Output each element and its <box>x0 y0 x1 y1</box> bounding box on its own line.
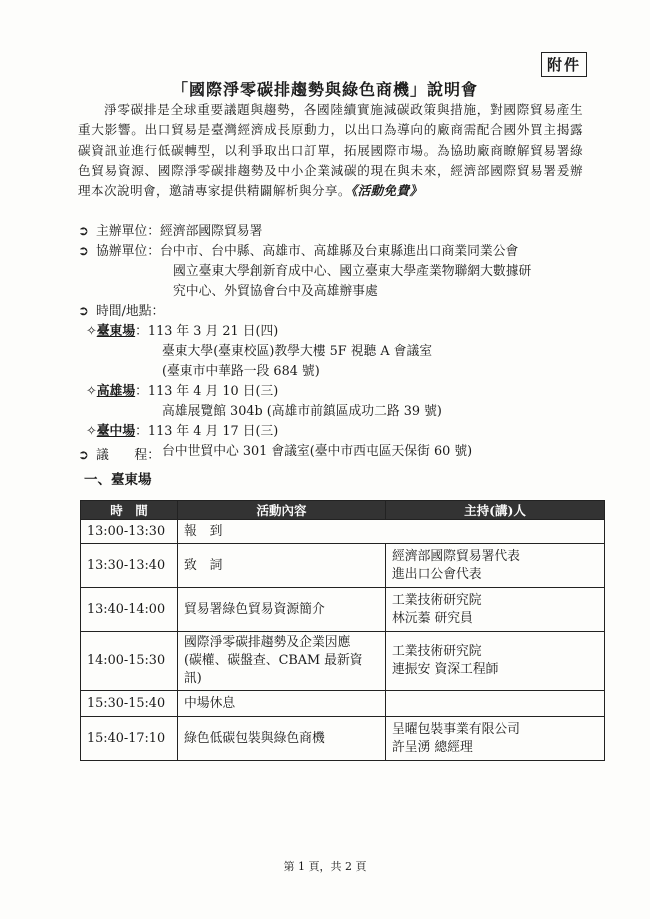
venue-address: 台中世貿中心 301 會議室(臺中市西屯區天保街 60 號) <box>162 444 473 459</box>
speaker-line: 呈曜包裝事業有限公司 <box>392 721 520 737</box>
time-cell: 14:00-15:30 <box>81 632 178 691</box>
time-cell: 13:30-13:40 <box>81 544 178 588</box>
venue-sep: ： <box>135 424 148 439</box>
star-bullet-icon: ✧ <box>86 324 97 339</box>
intro-text: 淨零碳排是全球重要議題與趨勢，各國陸續實施減碳政策與措施，對國際貿易產生重大影響。出口貿易是臺灣經濟成長原動力，以出口為導向的廠商需配合國外買主揭露碳資訊並進行低碳轉型，以利爭取出口訂單，拓展國際市場。為協助廠商瞭解貿易署綠色貿易資源、國際淨零碳排趨勢及中小企業減碳的現在與未來，經濟部國際貿易署爰辦理本次說明會，邀請專家提供精闢解析與分享。 <box>78 102 583 199</box>
speaker-cell <box>386 544 605 588</box>
table-row <box>81 691 605 717</box>
venue-name: 臺東場 <box>96 324 136 339</box>
organizer-label: 主辦單位： <box>96 224 160 239</box>
speaker-cell <box>386 717 605 761</box>
header-speaker: 主持(講)人 <box>386 501 605 520</box>
speaker-line: 經濟部國際貿易署代表 <box>392 548 520 564</box>
star-bullet-icon: ✧ <box>86 424 97 439</box>
star-bullet-icon: ✧ <box>86 384 97 399</box>
content-cell: 報 到 <box>178 520 605 544</box>
speaker-line: 工業技術研究院 <box>392 592 482 608</box>
speaker-cell <box>386 588 605 632</box>
time-cell: 15:40-17:10 <box>81 717 178 761</box>
agenda-row <box>78 446 160 466</box>
document-title: 「國際淨零碳排趨勢與綠色商機」說明會 <box>171 80 478 99</box>
arrow-bullet-icon: ➲ <box>78 224 89 239</box>
table-row <box>81 717 605 761</box>
content-cell: 中場休息 <box>178 691 386 717</box>
header-content: 活動內容 <box>178 501 386 520</box>
content-cell: 致 詞 <box>178 544 386 588</box>
arrow-bullet-icon: ➲ <box>78 304 89 319</box>
co-organizer-label: 協辦單位： <box>96 244 160 259</box>
venue-taichung <box>86 422 278 442</box>
attachment-badge: 附件 <box>541 52 587 77</box>
co-organizer-line: 國立臺東大學創新育成中心、國立臺東大學產業物聯網大數據研 <box>173 264 532 279</box>
intro-paragraph <box>78 100 583 201</box>
venue-date: 113 年 3 月 21 日(四) <box>147 324 279 339</box>
venue-address: 臺東大學(臺東校區)教學大樓 5F 視聽 A 會議室 <box>162 344 433 359</box>
arrow-bullet-icon: ➲ <box>78 244 89 259</box>
content-line: 國際淨零碳排趨勢及企業因應 <box>184 635 351 650</box>
venue-kaohsiung <box>86 382 278 402</box>
speaker-cell <box>386 632 605 691</box>
header-time: 時 間 <box>81 501 178 520</box>
organizer-row <box>78 222 262 242</box>
content-cell: 貿易署綠色貿易資源簡介 <box>178 588 386 632</box>
speaker-line: 工業技術研究院 <box>392 644 482 659</box>
table-row <box>81 632 605 691</box>
speaker-line: 林沅蓁 研究員 <box>392 610 473 626</box>
content-line: (碳權、碳盤查、CBAM 最新資訊) <box>184 653 363 686</box>
table-row <box>81 544 605 588</box>
speaker-line: 進出口公會代表 <box>392 566 482 582</box>
arrow-bullet-icon: ➲ <box>78 448 89 463</box>
page-footer: 第 1 頁，共 2 頁 <box>283 860 367 873</box>
content-cell <box>178 632 386 691</box>
time-cell: 15:30-15:40 <box>81 691 178 717</box>
co-organizer-line: 台中市、台中縣、高雄市、高雄縣及台東縣進出口商業同業公會 <box>159 244 519 259</box>
co-organizer-line: 究中心、外貿協會台中及高雄辦事處 <box>173 284 378 299</box>
time-cell: 13:40-14:00 <box>81 588 178 632</box>
venue-sep: ： <box>135 324 148 339</box>
table-header-row <box>81 501 605 520</box>
section-title: 一、臺東場 <box>84 472 152 488</box>
speaker-line: 許呈湧 總經理 <box>392 739 473 755</box>
time-place-row <box>78 302 164 322</box>
venue-address: (臺東市中華路一段 684 號) <box>162 364 320 379</box>
table-row <box>81 520 605 544</box>
table-row <box>81 588 605 632</box>
time-cell: 13:00-13:30 <box>81 520 178 544</box>
content-cell: 綠色低碳包裝與綠色商機 <box>178 717 386 761</box>
venue-date: 113 年 4 月 10 日(三) <box>147 384 279 399</box>
venue-taitung <box>86 322 278 342</box>
speaker-line: 連振安 資深工程師 <box>392 662 499 677</box>
time-place-label: 時間/地點： <box>96 304 165 319</box>
speaker-cell <box>386 691 605 717</box>
venue-sep: ： <box>135 384 148 399</box>
venue-name: 臺中場 <box>96 424 136 439</box>
co-organizer-row <box>78 242 518 262</box>
free-notice: 《活動免費》 <box>350 183 423 199</box>
venue-name: 高雄場 <box>96 384 136 399</box>
agenda-table <box>80 500 605 761</box>
agenda-label: 議 程： <box>96 448 160 463</box>
organizer-value: 經濟部國際貿易署 <box>159 224 263 239</box>
venue-address: 高雄展覽館 304b (高雄市前鎮區成功二路 39 號) <box>162 404 442 419</box>
venue-date: 113 年 4 月 17 日(三) <box>147 424 279 439</box>
